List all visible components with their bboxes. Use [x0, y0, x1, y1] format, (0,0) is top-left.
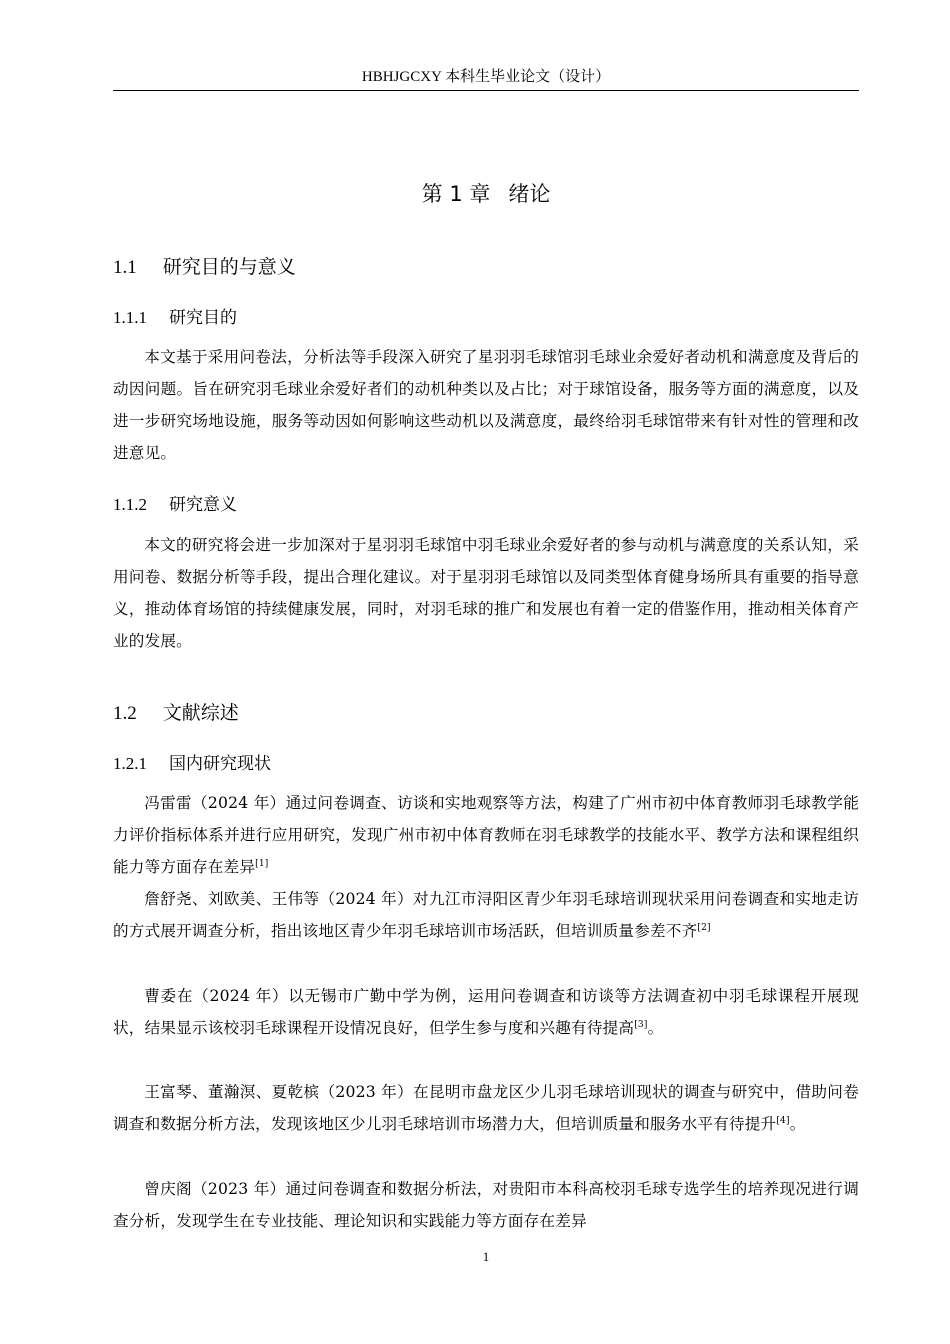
paragraph-domestic-2 — [113, 883, 859, 947]
paragraph-research-purpose: 本文基于采用问卷法，分析法等手段深入研究了星羽羽毛球馆羽毛球业余爱好者动机和满意度及背后的动因问题。旨在研究羽毛球业余爱好者们的动机种类以及占比；对于球馆设备，服务等方面的满意度，以及进一步研究场地设施，服务等动因如何影响这些动机以及满意度，最终给羽毛球馆带来有针对性的管理和改进意见。 — [113, 348, 859, 462]
section-title: 研究目的与意义 — [162, 256, 296, 278]
chapter-title — [113, 176, 859, 212]
running-header: HBHJGCXY 本科生毕业论文（设计） — [361, 69, 611, 85]
paragraph-text: 曾庆阁（2023 年）通过问卷调查和数据分析法，对贵阳市本科高校羽毛球专选学生的培养现况进行调查分析，发现学生在专业技能、理论知识和实践能力等方面存在差异 — [113, 1180, 859, 1230]
citation-ref: [3] — [634, 1019, 648, 1030]
paragraph-text: 曹委在（2024 年）以无锡市广勤中学为例，运用问卷调查和访谈等方法调查初中羽毛球课程开展现状，结果显示该校羽毛球课程开设情况良好，但学生参与度和兴趣有待提高 — [113, 987, 859, 1037]
section-number: 1.1 — [113, 257, 137, 278]
section-heading-1-2 — [113, 698, 239, 729]
subsection-number: 1.2.1 — [113, 754, 147, 773]
citation-ref: [4] — [776, 1115, 790, 1126]
chapter-name: 绪论 — [508, 182, 551, 206]
paragraph-domestic-5 — [113, 1173, 859, 1237]
citation-ref: [2] — [697, 922, 711, 933]
chapter-number: 第 1 章 — [421, 182, 491, 206]
paragraph-text: 王富琴、董瀚溟、夏乾槟（2023 年）在昆明市盘龙区少儿羽毛球培训现状的调查与研究中，借助问卷调查和数据分析方法，发现该地区少儿羽毛球培训市场潜力大，但培训质量和服务水平有待提升 — [113, 1083, 859, 1133]
paragraph-research-significance: 本文的研究将会进一步加深对于星羽羽毛球馆中羽毛球业余爱好者的参与动机与满意度的关系认知，采用问卷、数据分析等手段，提出合理化建议。对于星羽羽毛球馆以及同类型体育健身场所具有重要的指导意义，推动体育场馆的持续健康发展，同时，对羽毛球的推广和发展也有着一定的借鉴作用，推动相关体育产业的发展。 — [113, 536, 859, 650]
subsection-heading-1-1-1 — [113, 304, 237, 332]
paragraph-domestic-1 — [113, 787, 859, 883]
subsection-heading-1-1-2 — [113, 491, 237, 519]
paragraph-text: 冯雷雷（2024 年）通过问卷调查、访谈和实地观察等方法，构建了广州市初中体育教师羽毛球教学能力评价指标体系并进行应用研究，发现广州市初中体育教师在羽毛球教学的技能水平、教学方法和课程组织能力等方面存在差异 — [113, 794, 859, 876]
citation-ref: [1] — [255, 858, 269, 869]
subsection-number: 1.1.1 — [113, 308, 147, 327]
subsection-title: 国内研究现状 — [169, 754, 271, 774]
subsection-heading-1-2-1 — [113, 750, 271, 778]
section-heading-1-1 — [113, 252, 296, 283]
section-title: 文献综述 — [162, 702, 239, 724]
page-number: 1 — [482, 1249, 490, 1264]
subsection-number: 1.1.2 — [113, 495, 147, 514]
subsection-title: 研究目的 — [169, 308, 237, 328]
paragraph-domestic-4 — [113, 1076, 859, 1140]
subsection-title: 研究意义 — [169, 495, 237, 515]
paragraph-text: 詹舒尧、刘欧美、王伟等（2024 年）对九江市浔阳区青少年羽毛球培训现状采用问卷调查和实地走访的方式展开调查分析，指出该地区青少年羽毛球培训市场活跃，但培训质量参差不齐 — [113, 890, 859, 940]
paragraph-tail: 。 — [789, 1115, 806, 1133]
section-number: 1.2 — [113, 703, 137, 724]
header-rule — [113, 90, 859, 91]
paragraph-tail: 。 — [647, 1019, 664, 1037]
paragraph-domestic-3 — [113, 980, 859, 1044]
